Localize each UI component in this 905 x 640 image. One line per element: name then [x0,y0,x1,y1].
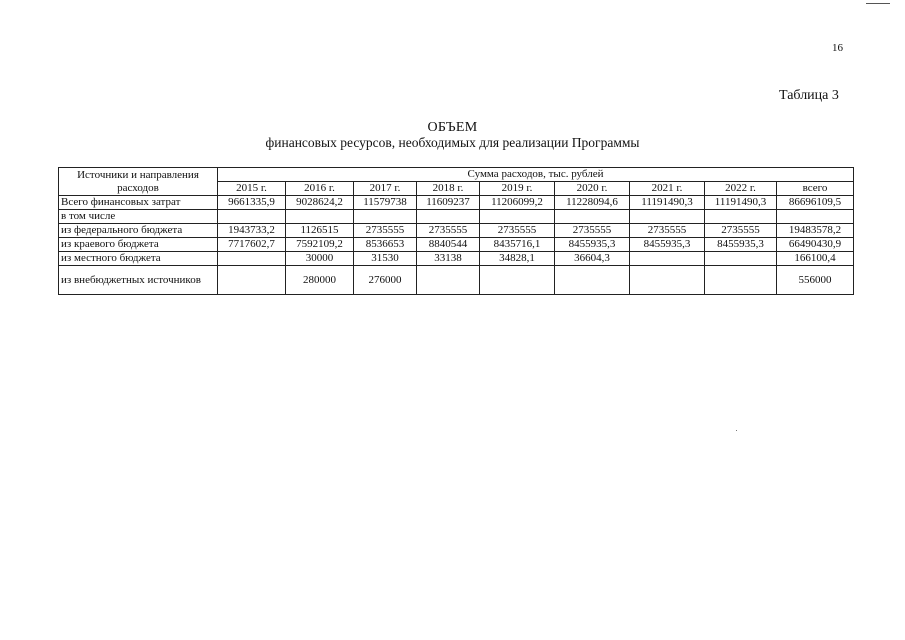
year-header: 2018 г. [417,182,480,196]
page-number: 16 [832,42,843,54]
table-cell [705,210,777,224]
table-cell [480,210,555,224]
header-row [59,168,854,182]
table-cell: 11609237 [417,196,480,210]
table-row [59,238,854,252]
table-cell: 11191490,3 [705,196,777,210]
table-cell: 36604,3 [555,252,630,266]
table-cell [630,210,705,224]
table-cell: 30000 [286,252,354,266]
table-cell: 8536653 [354,238,417,252]
document-title: ОБЪЕМ [427,120,478,135]
table-cell: 2735555 [480,224,555,238]
table-cell: 9028624,2 [286,196,354,210]
table-row [59,210,854,224]
table-cell: 8840544 [417,238,480,252]
scan-speck [736,430,737,431]
row-label: из внебюджетных источников [59,266,218,295]
table-cell: 9661335,9 [218,196,286,210]
year-header: 2019 г. [480,182,555,196]
table-cell: 66490430,9 [777,238,854,252]
corner-mark [866,3,890,4]
total-header: всего [777,182,854,196]
table-cell [480,266,555,295]
table-cell: 11579738 [354,196,417,210]
table-cell [354,210,417,224]
table-cell: 1943733,2 [218,224,286,238]
table-cell: 19483578,2 [777,224,854,238]
table-cell: 556000 [777,266,854,295]
table-cell: 31530 [354,252,417,266]
row-label: из краевого бюджета [59,238,218,252]
table-cell [286,210,354,224]
table-row [59,224,854,238]
table-cell: 2735555 [417,224,480,238]
table-cell [705,266,777,295]
finance-table [58,167,854,295]
table-cell: 86696109,5 [777,196,854,210]
table-cell: 276000 [354,266,417,295]
row-label: из федерального бюджета [59,224,218,238]
year-header: 2022 г. [705,182,777,196]
table-cell [417,210,480,224]
table-cell: 11228094,6 [555,196,630,210]
table-cell [630,266,705,295]
table-cell: 2735555 [630,224,705,238]
table-caption: Таблица 3 [779,88,839,103]
table-cell: 7717602,7 [218,238,286,252]
table-cell [218,210,286,224]
table-cell: 8455935,3 [555,238,630,252]
table-cell: 166100,4 [777,252,854,266]
year-header: 2021 г. [630,182,705,196]
table-row [59,266,854,295]
table-row [59,252,854,266]
table-cell [218,266,286,295]
title-block [0,120,905,150]
table-cell: 1126515 [286,224,354,238]
year-header: 2017 г. [354,182,417,196]
table-cell: 2735555 [555,224,630,238]
table-cell [218,252,286,266]
header-sum: Сумма расходов, тыс. рублей [218,168,854,182]
table-cell [705,252,777,266]
table-cell: 34828,1 [480,252,555,266]
table-cell: 2735555 [354,224,417,238]
table-cell: 33138 [417,252,480,266]
table-cell: 11206099,2 [480,196,555,210]
table-cell [555,210,630,224]
table-cell: 8455935,3 [630,238,705,252]
table-cell: 2735555 [705,224,777,238]
year-header: 2016 г. [286,182,354,196]
year-header: 2015 г. [218,182,286,196]
row-label: в том числе [59,210,218,224]
table-cell [630,252,705,266]
table-cell: 11191490,3 [630,196,705,210]
table-cell: 7592109,2 [286,238,354,252]
document-subtitle: финансовых ресурсов, необходимых для реализации Программы [265,135,640,150]
row-label: из местного бюджета [59,252,218,266]
table-cell [555,266,630,295]
row-label: Всего финансовых затрат [59,196,218,210]
table-cell: 8435716,1 [480,238,555,252]
table-row [59,196,854,210]
table-cell: 280000 [286,266,354,295]
year-header: 2020 г. [555,182,630,196]
table-cell [417,266,480,295]
table-cell [777,210,854,224]
header-sources: Источники и направления расходов [59,168,218,196]
table-cell: 8455935,3 [705,238,777,252]
